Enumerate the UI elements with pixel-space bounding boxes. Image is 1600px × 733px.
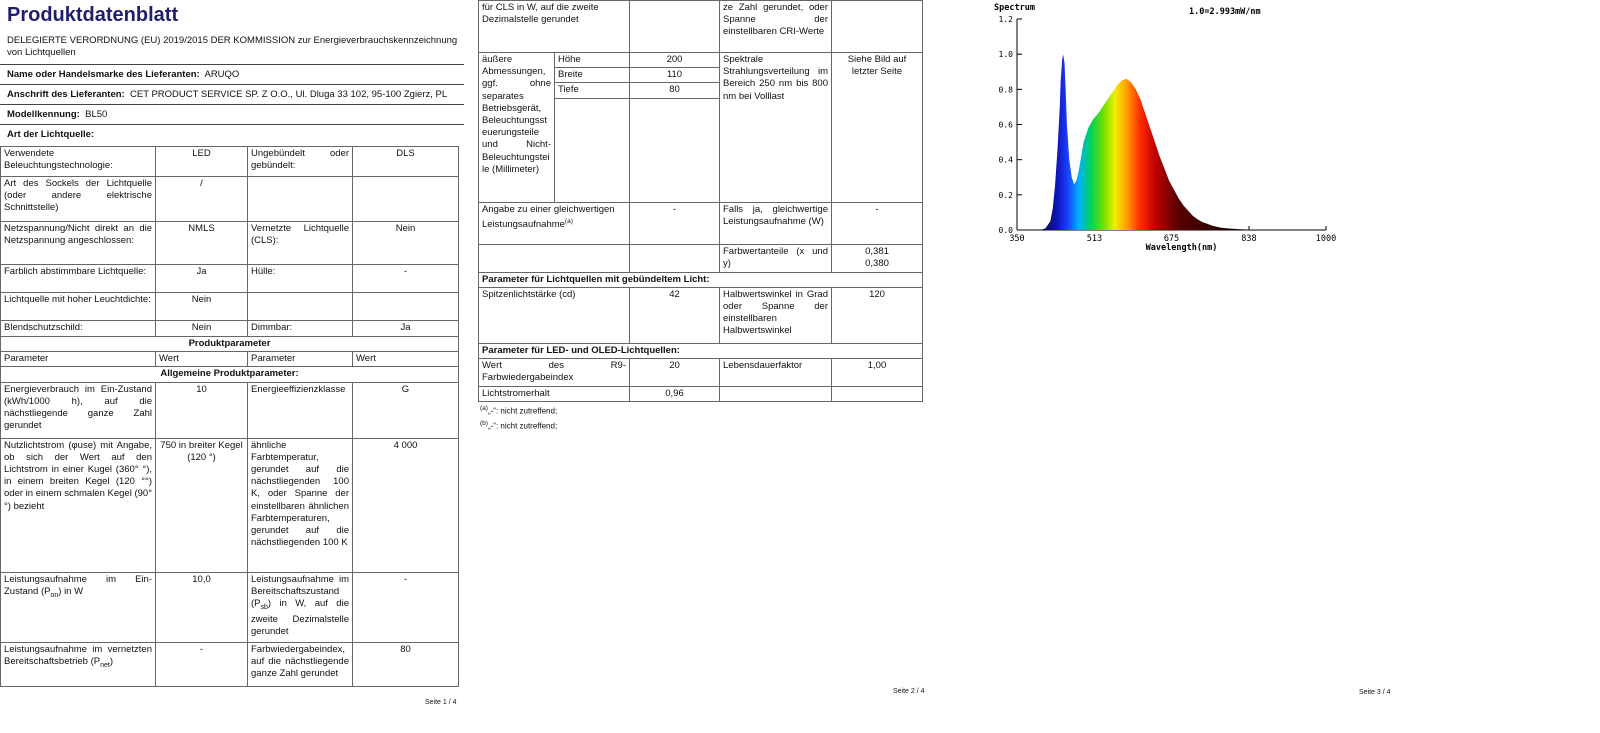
- table-row: [479, 343, 923, 358]
- table-cell: -: [156, 642, 248, 686]
- table-cell: 750 in breiter Kegel (120 °): [156, 438, 248, 572]
- divider: [0, 104, 464, 105]
- table-cell: 10,0: [156, 572, 248, 642]
- section-heading: Allgemeine Produktparameter:: [1, 367, 459, 382]
- table-row: [1, 293, 459, 321]
- x-tick-label: 350: [1009, 234, 1025, 244]
- table-row: [1, 642, 459, 686]
- supplier-line: [7, 69, 239, 81]
- table-cell: Farbwiedergabeindex, auf die nächstliegende ganze Zahl gerundet: [248, 642, 353, 686]
- product-table-continued: [478, 0, 923, 402]
- y-tick-label: 0.8: [998, 85, 1013, 95]
- table-cell: Ja: [353, 321, 459, 337]
- page-2: [480, 0, 943, 733]
- supplier-label: Name oder Handelsmarke des Lieferanten:: [7, 69, 200, 80]
- y-tick-group: [999, 15, 1022, 235]
- y-tick-label: 1.2: [998, 15, 1013, 24]
- table-cell: Art des Sockels der Lichtquelle (oder andere elektrische Schnittstelle): [1, 177, 156, 222]
- table-cell: 4 000: [353, 438, 459, 572]
- light-source-type-heading: Art der Lichtquelle:: [7, 129, 95, 140]
- dimension-value: 110: [630, 68, 720, 83]
- table-cell: -: [832, 202, 923, 244]
- table-cell: Vernetzte Lichtquelle (CLS):: [248, 222, 353, 265]
- table-cell: Leistungsaufnahme im Bereitschaftszustand $(P_{sb})$ in W, auf die zweite Dezimalstelle gerundet: [248, 572, 353, 642]
- table-cell: Blendschutzschild:: [1, 321, 156, 337]
- table-cell: [248, 293, 353, 321]
- model-label: Modellkennung:: [7, 109, 80, 120]
- regulation-intro: DELEGIERTE VERORDNUNG (EU) 2019/2015 DER KOMMISSION zur Energieverbrauchskennzeichnung von Lichtquellen: [7, 35, 458, 58]
- section-heading: Produktparameter: [1, 337, 459, 352]
- table-row: [479, 387, 923, 402]
- table-cell: [353, 177, 459, 222]
- chart-annotation: 1.0=2.993mW/nm: [1189, 7, 1261, 17]
- table-row: [1, 147, 459, 177]
- footnote-b: $^{(b)}$„-“: nicht zutreffend;: [480, 420, 558, 431]
- table-cell: [630, 98, 720, 202]
- supplier-value: ARUQO: [204, 69, 240, 80]
- dimension-name: Tiefe: [555, 83, 630, 98]
- table-cell: Farblich abstimmbare Lichtquelle:: [1, 265, 156, 293]
- model-line: [7, 109, 107, 121]
- table-cell: für CLS in W, auf die zweite Dezimalstelle gerundet: [479, 1, 630, 53]
- column-header: Parameter: [248, 352, 353, 367]
- table-cell: Leistungsaufnahme im Ein-Zustand $(P_{on})$ in W: [1, 572, 156, 642]
- table-cell: [555, 98, 630, 202]
- spectrum-area: [1017, 54, 1326, 230]
- table-cell: [720, 387, 832, 402]
- dimensions-label: äußere Abmessungen, ggf. ohne separates Betriebsgerät, Beleuchtungssteuerungsteile und Nicht-Beleuchtungsteile (Millimeter): [479, 53, 555, 203]
- table-row: [1, 352, 459, 367]
- table-cell: 80: [353, 642, 459, 686]
- table-cell: /: [156, 177, 248, 222]
- y-tick-label: 0.4: [998, 155, 1013, 165]
- table-cell: Hülle:: [248, 265, 353, 293]
- table-cell: ze Zahl gerundet, oder Spanne der einstellbaren CRI-Werte: [720, 1, 832, 53]
- table-cell: [353, 293, 459, 321]
- column-header: Wert: [353, 352, 459, 367]
- y-tick-label: 0.0: [998, 226, 1013, 235]
- table-cell: Falls ja, gleichwertige Leistungsaufnahme (W): [720, 202, 832, 244]
- table-cell: Farbwertanteile (x und y): [720, 244, 832, 272]
- table-cell: [479, 202, 630, 244]
- table-row: [479, 1, 923, 53]
- light-source-table: [0, 146, 459, 687]
- table-cell: LED: [156, 147, 248, 177]
- table-cell: Netzspannung/Nicht direkt an die Netzspannung angeschlossen:: [1, 222, 156, 265]
- table-row: [1, 382, 459, 438]
- x-tick-label: 838: [1241, 234, 1257, 244]
- section-heading: Parameter für LED- und OLED-Lichtquellen:: [479, 343, 923, 358]
- table-cell: [630, 244, 720, 272]
- table-cell: Ja: [156, 265, 248, 293]
- table-cell: [630, 1, 720, 53]
- chromaticity-y: 0,380: [865, 257, 889, 269]
- table-cell: Nein: [156, 293, 248, 321]
- table-cell: Leistungsaufnahme im vernetzten Bereitschaftsbetrieb $(P_{net})$: [1, 642, 156, 686]
- page-number: Seite 1 / 4: [425, 699, 457, 706]
- y-tick-label: 0.6: [998, 120, 1013, 130]
- column-header: Parameter: [1, 352, 156, 367]
- table-cell: Nein: [156, 321, 248, 337]
- table-row: [1, 337, 459, 352]
- table-row: [1, 367, 459, 382]
- page-number: Seite 3 / 4: [1359, 689, 1391, 696]
- table-cell: -: [353, 265, 459, 293]
- dimension-name: Breite: [555, 68, 630, 83]
- divider: [0, 124, 464, 125]
- divider: [0, 84, 464, 85]
- x-tick-label: 513: [1086, 234, 1103, 244]
- table-cell: DLS: [353, 147, 459, 177]
- table-row: [479, 53, 923, 68]
- table-cell: 1,00: [832, 359, 923, 387]
- table-cell: [248, 177, 353, 222]
- table-cell: 120: [832, 287, 923, 343]
- table-cell: Halbwertswinkel in Grad oder Spanne der einstellbaren Halbwertswinkel: [720, 287, 832, 343]
- table-cell: ähnliche Farbtemperatur, gerundet auf die nächstliegenden 100 K, oder Spanne der einstellbaren ähnlichen Farbtemperaturen, gerundet auf die nächstliegenden 100 K: [248, 438, 353, 572]
- page-number: Seite 2 / 4: [893, 688, 925, 695]
- table-cell: Dimmbar:: [248, 321, 353, 337]
- table-row: [479, 244, 923, 272]
- table-cell: G: [353, 382, 459, 438]
- table-cell: Spitzenlichtstärke (cd): [479, 287, 630, 343]
- dimension-value: 80: [630, 83, 720, 98]
- y-tick-label: 0.2: [998, 190, 1013, 200]
- table-cell: -: [630, 202, 720, 244]
- chromaticity-x: 0,381: [865, 245, 889, 257]
- table-row: [479, 359, 923, 387]
- table-cell: Lichtquelle mit hoher Leuchtdichte:: [1, 293, 156, 321]
- table-row: [1, 438, 459, 572]
- table-row: [1, 177, 459, 222]
- footnote-text: „-“: nicht zutreffend;: [487, 421, 558, 431]
- table-cell: [479, 244, 630, 272]
- section-heading: Parameter für Lichtquellen mit gebündeltem Licht:: [479, 272, 923, 287]
- y-tick-label: 1.0: [998, 50, 1013, 60]
- table-row: [1, 572, 459, 642]
- divider: [0, 64, 464, 65]
- table-row: [1, 265, 459, 293]
- x-tick-label: 1000: [1315, 234, 1337, 244]
- table-row: [479, 272, 923, 287]
- footnote-text: „-“: nicht zutreffend;: [487, 406, 558, 416]
- equivalent-power-label: Angabe zu einer gleichwertigen Leistungsaufnahme: [482, 203, 615, 230]
- chart-title: Spectrum: [994, 3, 1035, 13]
- table-cell: Lichtstromerhalt: [479, 387, 630, 402]
- footnote-marker: (a): [564, 217, 573, 225]
- table-cell: 10: [156, 382, 248, 438]
- table-row: [479, 287, 923, 343]
- address-value: CET PRODUCT SERVICE SP. Z O.O., Ul. Dluga 33 102, 95-100 Zgierz, PL: [130, 89, 448, 100]
- spectrum-chart: [986, 0, 1346, 260]
- x-axis-label: Wavelength(nm): [1145, 243, 1218, 253]
- table-cell: Siehe Bild auf letzter Seite: [832, 53, 923, 203]
- table-cell: 42: [630, 287, 720, 343]
- model-value: BL50: [85, 109, 108, 120]
- table-cell: [832, 387, 923, 402]
- table-cell: Nein: [353, 222, 459, 265]
- address-label: Anschrift des Lieferanten:: [7, 89, 125, 100]
- table-cell: -: [353, 572, 459, 642]
- table-cell: [832, 1, 923, 53]
- table-cell: Nutzlichtstrom (φuse) mit Angabe, ob sich der Wert auf den Lichtstrom in einer Kugel (360° °), in einem breiten Kegel (120 °°) oder in einem schmalen Kegel (90° °) bezieht: [1, 438, 156, 572]
- dimension-name: Höhe: [555, 53, 630, 68]
- table-cell: NMLS: [156, 222, 248, 265]
- table-cell: Energieeffizienzklasse: [248, 382, 353, 438]
- table-row: [1, 222, 459, 265]
- table-cell: 0,96: [630, 387, 720, 402]
- table-cell: Spektrale Strahlungsverteilung im Bereich 250 nm bis 800 nm bei Volllast: [720, 53, 832, 203]
- page-1: [0, 0, 468, 733]
- table-row: [1, 321, 459, 337]
- column-header: Wert: [156, 352, 248, 367]
- table-row: [479, 202, 923, 244]
- page-3: [994, 0, 1420, 733]
- table-cell: 20: [630, 359, 720, 387]
- table-cell: Verwendete Beleuchtungstechnologie:: [1, 147, 156, 177]
- table-cell: Wert des R9-Farbwiedergabeindex: [479, 359, 630, 387]
- table-cell: [832, 244, 923, 272]
- x-tick-label: 675: [1163, 234, 1180, 244]
- table-cell: Energieverbrauch im Ein-Zustand (kWh/1000 h), auf die nächstliegende ganze Zahl gerundet: [1, 382, 156, 438]
- footnote-a: $^{(a)}$„-“: nicht zutreffend;: [480, 405, 558, 416]
- document-title: Produktdatenblatt: [7, 4, 179, 26]
- table-cell: Ungebündelt oder gebündelt:: [248, 147, 353, 177]
- table-cell: Lebensdauerfaktor: [720, 359, 832, 387]
- dimension-value: 200: [630, 53, 720, 68]
- address-line: [7, 89, 447, 101]
